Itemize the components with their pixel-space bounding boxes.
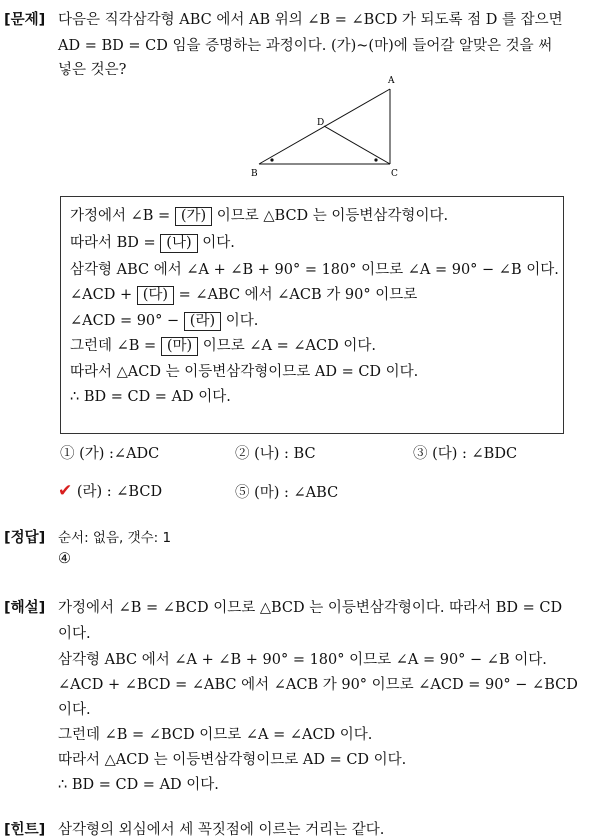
triangle-figure: [247, 72, 407, 182]
proof-line-2: 따라서 BD = (나) 이다.: [70, 235, 235, 251]
proof-line-4: ∠ACD + (다) = ∠ABC 에서 ∠ACB 가 90° 이므로: [70, 287, 418, 303]
proof-line-5: ∠ACD = 90° − (라) 이다.: [70, 313, 259, 329]
option-4[interactable]: ✔ (라) : ∠BCD: [58, 481, 163, 501]
explanation-line-2: 이다.: [58, 626, 91, 642]
blank-na: (나): [160, 234, 197, 253]
option-1[interactable]: ① (가) :∠ADC: [60, 446, 160, 462]
answer-value: ④: [58, 551, 71, 567]
explanation-line-6: 그런데 ∠B = ∠BCD 이므로 ∠A = ∠ACD 이다.: [58, 727, 373, 743]
problem-line-2: AD = BD = CD 임을 증명하는 과정이다. (가)~(마)에 들어갈 알맞은 것을 써: [58, 38, 553, 54]
option-2[interactable]: ② (나) : BC: [235, 446, 316, 462]
problem-label: [문제]: [4, 12, 46, 28]
proof-line-3: 삼각형 ABC 에서 ∠A + ∠B + 90° = 180° 이므로 ∠A = 90° − ∠B 이다.: [70, 262, 559, 278]
proof-line-6: 그런데 ∠B = (마) 이므로 ∠A = ∠ACD 이다.: [70, 338, 376, 354]
explanation-line-4: ∠ACD + ∠BCD = ∠ABC 에서 ∠ACB 가 90° 이므로 ∠ACD = 90° − ∠BCD: [58, 677, 578, 693]
explanation-label: [해설]: [4, 600, 46, 616]
answer-order-count: 순서: 없음, 갯수: 1: [58, 530, 172, 546]
hint-label: [힌트]: [4, 822, 46, 838]
problem-line-1: 다음은 직각삼각형 ABC 에서 AB 위의 ∠B = ∠BCD 가 되도록 점 D 를 잡으면: [58, 12, 563, 28]
explanation-line-8: ∴ BD = CD = AD 이다.: [58, 777, 219, 793]
explanation-line-1: 가정에서 ∠B = ∠BCD 이므로 △BCD 는 이등변삼각형이다. 따라서 BD = CD: [58, 600, 563, 616]
option-3[interactable]: ③ (다) : ∠BDC: [413, 446, 518, 462]
vertex-c-label: C: [391, 169, 398, 179]
vertex-b-label: B: [251, 169, 258, 179]
problem-line-3: 넣은 것은?: [58, 62, 127, 78]
proof-line-8: ∴ BD = CD = AD 이다.: [70, 389, 231, 405]
proof-line-1: 가정에서 ∠B = (가) 이므로 △BCD 는 이등변삼각형이다.: [70, 208, 449, 224]
vertex-d-label: D: [317, 118, 325, 128]
blank-da: (다): [137, 286, 174, 305]
blank-ga: (가): [175, 207, 212, 226]
explanation-line-7: 따라서 △ACD 는 이등변삼각형이므로 AD = CD 이다.: [58, 752, 407, 768]
blank-ra: (라): [184, 312, 221, 331]
explanation-line-5: 이다.: [58, 702, 91, 718]
hint-text: 삼각형의 외심에서 세 꼭짓점에 이르는 거리는 같다.: [58, 822, 385, 838]
option-5[interactable]: ⑤ (마) : ∠ABC: [235, 485, 339, 501]
checkmark-icon: ✔: [58, 481, 73, 501]
blank-ma: (마): [161, 337, 198, 356]
proof-line-7: 따라서 △ACD 는 이등변삼각형이므로 AD = CD 이다.: [70, 364, 419, 380]
explanation-line-3: 삼각형 ABC 에서 ∠A + ∠B + 90° = 180° 이므로 ∠A = 90° − ∠B 이다.: [58, 652, 547, 668]
answer-label: [정답]: [4, 530, 46, 546]
vertex-a-label: A: [388, 76, 395, 86]
